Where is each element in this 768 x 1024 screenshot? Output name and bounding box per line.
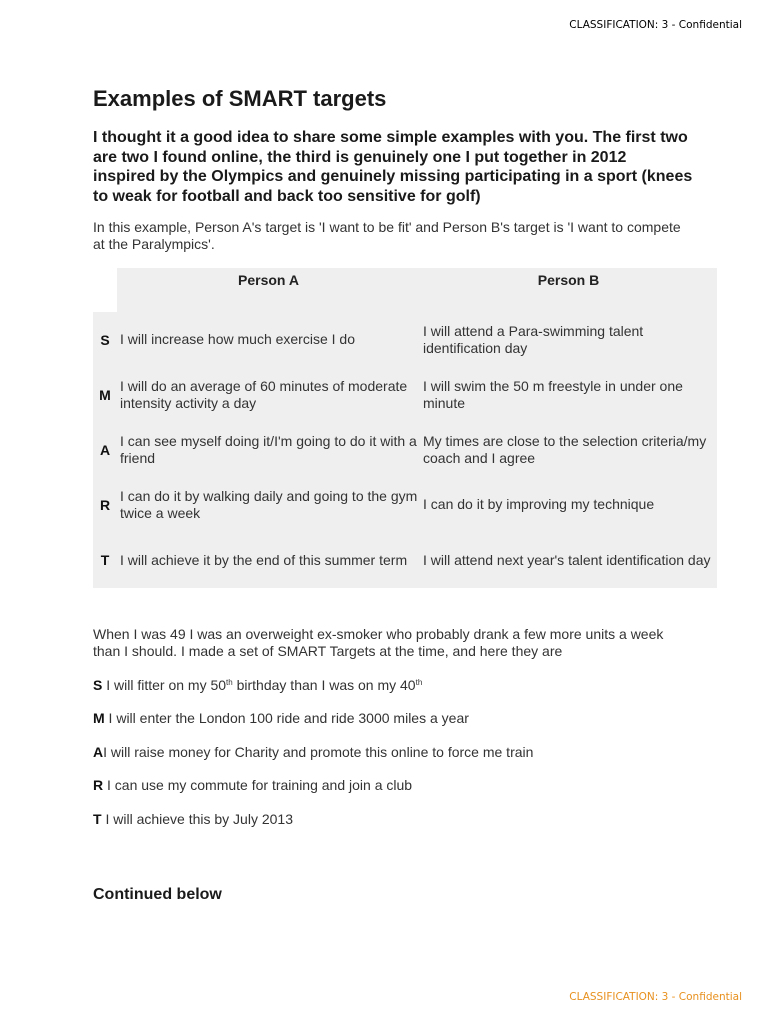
table-header-row (93, 268, 717, 312)
row-letter: R (99, 496, 111, 513)
person-a-cell: I can see myself doing it/I'm going to do it with a friend (120, 432, 417, 466)
personal-target-s (93, 677, 573, 694)
target-letter: S (93, 677, 103, 693)
target-letter: R (93, 777, 104, 793)
continued-heading: Continued below (93, 886, 222, 903)
person-a-cell: I can do it by walking daily and going to the gym twice a week (120, 487, 418, 521)
row-letter: M (99, 386, 111, 403)
target-text: I will enter the London 100 ride and ride 3000 miles a year (104, 710, 469, 726)
row-letter: A (99, 441, 111, 458)
person-b-cell: I will attend next year's talent identification day (423, 551, 711, 568)
person-b-cell: I will swim the 50 m freestyle in under one minute (423, 377, 683, 411)
example-paragraph: In this example, Person A's target is 'I want to be fit' and Person B's target is 'I want to compete at the Paralympics'. (93, 219, 681, 252)
page-title: Examples of SMART targets (93, 86, 387, 111)
personal-target-t (93, 811, 573, 828)
personal-target-m (93, 710, 573, 727)
classification-header: CLASSIFICATION: 3 - Confidential (569, 19, 742, 31)
target-letter: T (93, 811, 102, 827)
person-b-cell: My times are close to the selection criteria/my coach and I agree (423, 432, 707, 466)
ordinal-suffix: th (415, 678, 423, 687)
personal-target-a (93, 744, 563, 761)
person-a-cell: I will do an average of 60 minutes of moderate intensity activity a day (120, 377, 408, 411)
target-text: birthday than I was on my 40 (232, 677, 416, 693)
target-letter: A (93, 744, 104, 760)
target-text: I will achieve this by July 2013 (101, 811, 293, 827)
header-person-a: Person A (238, 272, 299, 288)
table-row (93, 422, 717, 477)
target-text: I will raise money for Charity and promote this online to force me train (103, 744, 534, 760)
target-letter: M (93, 710, 105, 726)
target-text: I will fitter on my 50 (102, 677, 227, 693)
row-letter: S (100, 331, 110, 348)
person-b-cell: I can do it by improving my technique (423, 496, 655, 512)
person-b-cell: I will attend a Para-swimming talent identification day (423, 322, 644, 356)
ordinal-suffix: th (226, 678, 233, 687)
table-row (93, 477, 717, 532)
table-row (93, 312, 717, 367)
personal-target-r (93, 777, 573, 794)
table-corner-cell (93, 268, 117, 312)
intro-paragraph: I thought it a good idea to share some simple examples with you. The first two are two I found online, the third is genuinely one I put together in 2012 inspired by the Olympics and genuinely missing participating in a sport (knees to weak for football and back too sensitive for golf) (93, 129, 693, 205)
table-row (93, 367, 717, 422)
row-letter: T (100, 552, 110, 568)
header-person-b: Person B (537, 272, 600, 288)
story-paragraph: When I was 49 I was an overweight ex-smoker who probably drank a few more units a week than I should. I made a set of SMART Targets at the time, and here they are (93, 626, 664, 659)
target-text: I can use my commute for training and join a club (103, 777, 413, 793)
table-row (93, 532, 717, 588)
classification-footer: CLASSIFICATION: 3 - Confidential (569, 991, 742, 1003)
person-a-cell: I will achieve it by the end of this summer term (120, 551, 408, 568)
smart-table (93, 268, 717, 588)
person-a-cell: I will increase how much exercise I do (120, 331, 355, 347)
